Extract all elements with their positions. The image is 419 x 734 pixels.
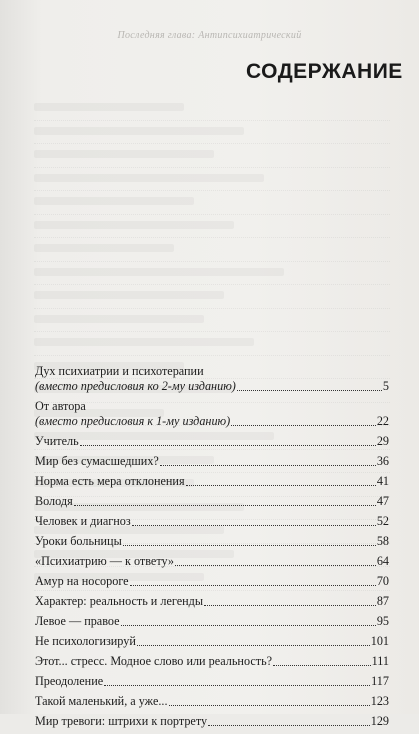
leader-dots bbox=[123, 545, 376, 546]
ghost-text-smudge bbox=[34, 103, 184, 111]
toc-entry-title: От автора bbox=[35, 399, 86, 413]
toc-entry bbox=[35, 714, 389, 729]
leader-dots bbox=[74, 505, 376, 506]
toc-entry bbox=[35, 614, 389, 629]
toc-page-number: 36 bbox=[376, 454, 389, 468]
toc-entry-title: Такой маленький, а уже... bbox=[35, 694, 168, 708]
toc-entry-title: Мир без сумасшедших? bbox=[35, 454, 159, 468]
ghost-line bbox=[34, 265, 390, 286]
toc-entry-title: Этот... стресс. Модное слово или реальность? bbox=[35, 654, 273, 668]
toc-entry bbox=[35, 654, 389, 669]
leader-dots bbox=[104, 685, 370, 686]
leader-dots bbox=[137, 645, 370, 646]
toc-entry bbox=[35, 474, 389, 489]
toc-entry-subtitle: (вместо предисловия ко 2-му изданию) bbox=[35, 379, 236, 393]
toc-entry bbox=[35, 674, 389, 689]
toc-page-number: 70 bbox=[376, 574, 389, 588]
toc-entry bbox=[35, 399, 389, 429]
toc-page-number: 22 bbox=[376, 414, 389, 428]
leader-dots bbox=[130, 585, 376, 586]
ghost-text-smudge bbox=[34, 244, 174, 252]
ghost-line bbox=[34, 241, 390, 262]
leader-dots bbox=[132, 525, 376, 526]
leader-dots bbox=[169, 705, 370, 706]
toc-entry bbox=[35, 554, 389, 569]
leader-dots bbox=[273, 665, 371, 666]
toc-entry bbox=[35, 574, 389, 589]
table-of-contents bbox=[35, 364, 389, 734]
ghost-line bbox=[34, 218, 390, 239]
toc-entry bbox=[35, 434, 389, 449]
toc-entry bbox=[35, 694, 389, 709]
toc-page-number: 111 bbox=[371, 654, 389, 668]
toc-entry bbox=[35, 594, 389, 609]
ghost-line bbox=[34, 194, 390, 215]
ghost-text-smudge bbox=[34, 221, 234, 229]
toc-page-number: 52 bbox=[376, 514, 389, 528]
toc-entry-title: Учитель bbox=[35, 434, 79, 448]
ghost-line bbox=[34, 124, 390, 145]
ghost-text-smudge bbox=[34, 338, 254, 346]
toc-page-number: 87 bbox=[376, 594, 389, 608]
toc-entry-title: Володя bbox=[35, 494, 73, 508]
leader-dots bbox=[231, 425, 376, 426]
toc-page-number: 64 bbox=[376, 554, 389, 568]
toc-page-number: 41 bbox=[376, 474, 389, 488]
toc-entry bbox=[35, 454, 389, 469]
ghost-text-smudge bbox=[34, 197, 194, 205]
toc-entry-title: Левое — правое bbox=[35, 614, 120, 628]
toc-page-number: 29 bbox=[376, 434, 389, 448]
toc-entry bbox=[35, 534, 389, 549]
toc-entry-title: Преодоление bbox=[35, 674, 104, 688]
toc-entry-title: Амур на носороге bbox=[35, 574, 129, 588]
toc-page-number: 58 bbox=[376, 534, 389, 548]
toc-page-number: 129 bbox=[370, 714, 389, 728]
leader-dots bbox=[175, 565, 376, 566]
toc-entry-title: Человек и диагноз bbox=[35, 514, 131, 528]
toc-entry-title: «Психиатрию — к ответу» bbox=[35, 554, 174, 568]
running-header: Последняя глава: Антипсихиатрический bbox=[117, 30, 302, 41]
toc-entry bbox=[35, 364, 389, 394]
ghost-line bbox=[34, 335, 390, 356]
leader-dots bbox=[204, 605, 376, 606]
toc-entry bbox=[35, 514, 389, 529]
ghost-text-smudge bbox=[34, 127, 244, 135]
toc-page-number: 117 bbox=[371, 674, 389, 688]
toc-entry bbox=[35, 494, 389, 509]
ghost-text-smudge bbox=[34, 268, 284, 276]
toc-entry-title: Характер: реальность и легенды bbox=[35, 594, 204, 608]
ghost-text-smudge bbox=[34, 315, 204, 323]
leader-dots bbox=[208, 725, 370, 726]
toc-page-number: 5 bbox=[382, 379, 389, 393]
toc-page-number: 47 bbox=[376, 494, 389, 508]
toc-page-number: 95 bbox=[376, 614, 389, 628]
ghost-line bbox=[34, 312, 390, 333]
toc-entry-title: Уроки больницы bbox=[35, 534, 122, 548]
toc-entry-title: Не психологизируй bbox=[35, 634, 136, 648]
ghost-line bbox=[34, 147, 390, 168]
leader-dots bbox=[80, 445, 376, 446]
toc-entry bbox=[35, 634, 389, 649]
leader-dots bbox=[160, 465, 376, 466]
leader-dots bbox=[186, 485, 376, 486]
ghost-text-smudge bbox=[34, 150, 214, 158]
toc-page-number: 123 bbox=[370, 694, 389, 708]
ghost-line bbox=[34, 171, 390, 192]
toc-entry-title: Дух психиатрии и психотерапии bbox=[35, 364, 204, 378]
toc-entry-subtitle: (вместо предисловия к 1-му изданию) bbox=[35, 414, 231, 428]
toc-page-number: 101 bbox=[370, 634, 389, 648]
leader-dots bbox=[121, 625, 376, 626]
ghost-line bbox=[34, 100, 390, 121]
ghost-line bbox=[34, 288, 390, 309]
ghost-text-smudge bbox=[34, 174, 264, 182]
leader-dots bbox=[237, 390, 382, 391]
ghost-text-smudge bbox=[34, 291, 224, 299]
toc-entry-title: Норма есть мера отклонения bbox=[35, 474, 185, 488]
toc-entry-title: Мир тревоги: штрихи к портрету bbox=[35, 714, 208, 728]
page-title: СОДЕРЖАНИЕ bbox=[246, 60, 403, 83]
